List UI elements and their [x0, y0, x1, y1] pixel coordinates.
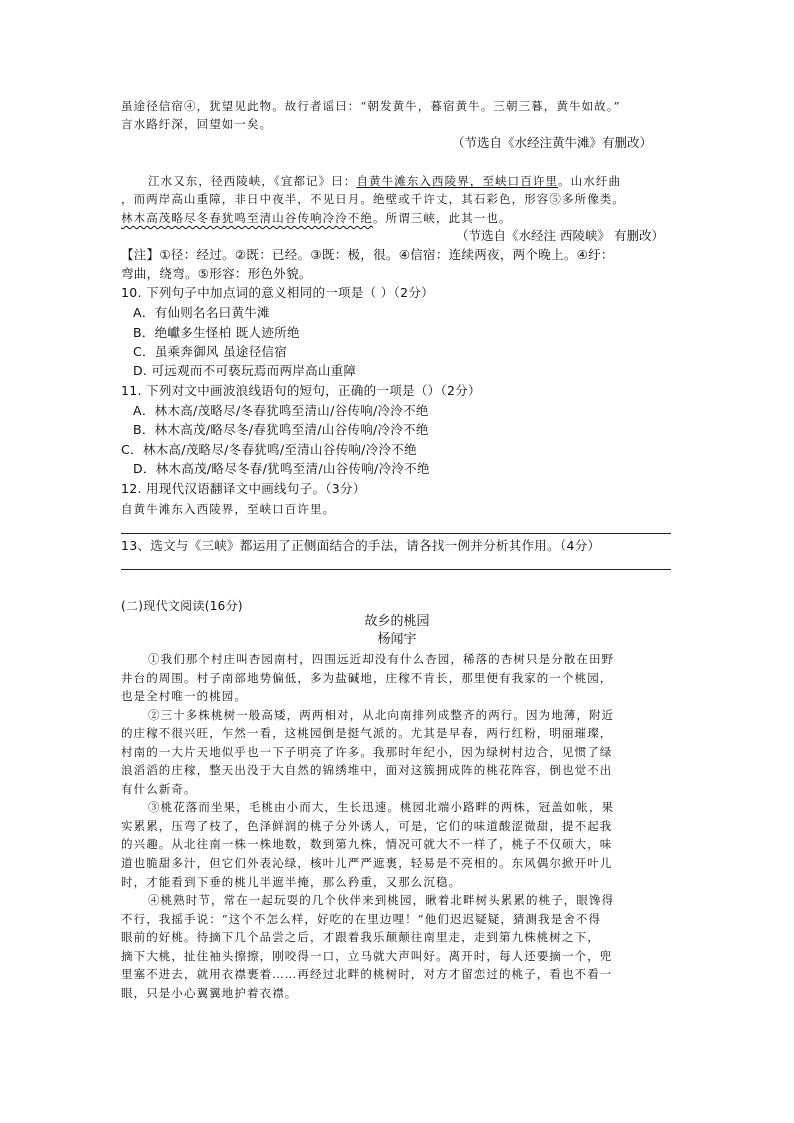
- question-13: 13、选文与《三峡》都运用了正侧面结合的手法，请各找一例并分析其作用。（4分）: [121, 538, 601, 553]
- answer-line: [121, 533, 671, 534]
- paragraph-line: 里塞不进去，就用衣襟裹着……再经过北畔的桃树时，对方才留恋过的桃子，看也不看一: [121, 967, 613, 981]
- classical-text-line: [148, 172, 621, 190]
- answer-line: [121, 569, 671, 570]
- paragraph-line: 也是全村唯一的桃园。: [121, 689, 247, 703]
- paragraph-line: 的庄稼不很兴旺，乍然一看，这桃园倒是挺气派的。尤其是早春，两行红粉，明丽璀璨，: [121, 726, 613, 740]
- paragraph-line: 有什么新奇。: [121, 782, 197, 796]
- question-option: A．林木高/茂略尽/冬春犹鸣至清山/谷传响/冷泠不绝: [133, 403, 429, 418]
- question-option: C．林木高/茂略尽/冬春犹鸣/至清山谷传响/冷泠不绝: [121, 442, 417, 457]
- paragraph-line: 不行，我摇手说：“这个不怎么样，好吃的在里边哩！”他们迟迟疑疑，猜测我是舍不得: [121, 912, 602, 926]
- question-option: C．虽乘奔御风 虽途径信宿: [133, 344, 288, 359]
- underlined-sentence: 自黄牛滩东入西陵界，至峡口百许里: [356, 174, 559, 188]
- paragraph-line: 时，才能看到下垂的桃儿半遮半掩，那么矜重，又那么沉稳。: [121, 875, 462, 889]
- paragraph-line: 道也脆甜多汁，但它们外表沁绿，核叶儿严严遮裹，轻易是不亮相的。东风偶尔掀开叶儿: [121, 856, 613, 870]
- paragraph-line: ②三十多株桃树一般高矮，两两相对，从北向南排列成整齐的两行。因为地薄，附近: [148, 708, 615, 722]
- question-option: D. 可远观而不可亵玩焉而两岸高山重障: [133, 363, 357, 378]
- wavy-underlined-sentence: 林木高茂略尽冬春犹鸣至清山谷传响冷泠不绝: [121, 211, 373, 225]
- source-citation: （节选自《水经注 西陵峡》 有删改）: [456, 228, 664, 243]
- article-title: 故乡的桃园: [364, 614, 430, 629]
- source-citation: （节选自《水经注黄牛滩》有删改）: [452, 135, 653, 150]
- question-option: A．有仙则名名曰黄牛滩: [133, 305, 270, 320]
- classical-text-line: [121, 209, 512, 227]
- paragraph-line: 摘下大桃，扯住袖头擦擦，刚咬得一口，立马就大声叫好。离开时，每人还要摘一个，兜: [121, 949, 613, 963]
- translation-sentence: 自黄牛滩东入西陵界，至峡口百许里。: [121, 502, 336, 516]
- paragraph-line: 井台的周围。村子南部地势偏低，多为盐碱地，庄稼不肯长，那里便有我家的一个桃园，: [121, 671, 613, 685]
- section-header: (二)现代文阅读(16分): [121, 599, 243, 613]
- text-segment: 江水又东，径西陵峡，《宜都记》曰：: [148, 174, 357, 188]
- paragraph-line: 眼前的好桃。待摘下几个品尝之后，才跟着我乐颠颠往南里走，走到第九株桃树之下，: [121, 930, 600, 944]
- question-option: B．林木高茂/略尽冬/春犹鸣至清/山谷传响/冷泠不绝: [133, 422, 429, 437]
- article-author: 杨闻宇: [377, 632, 417, 647]
- classical-text-line: 虽途径信宿④，犹望见此物。故行者谣曰：“朝发黄牛，暮宿黄牛。三朝三暮，黄牛如故。”: [121, 99, 621, 113]
- text-segment: 。山水纡曲: [558, 174, 622, 188]
- question-11: 11. 下列对文中画波浪线语句的短句，正确的一项是（）（2分）: [121, 383, 481, 398]
- paragraph-line: 的兴趣。从北往南一株一株地数，数到第九株，情况可就大不一样了，桃子不仅硕大，味: [121, 837, 613, 851]
- question-12: 12. 用现代汉语翻译文中画线句子。（3分）: [121, 481, 366, 496]
- question-10: 10. 下列句子中加点词的意义相同的一项是（ ）（2分）: [121, 285, 434, 300]
- classical-text-line: ，而两岸高山重障，非日中夜半，不见日月。绝壁或千许丈，其石彩色，形容⑤多所像类。: [121, 192, 625, 206]
- text-segment: 。所谓三峡，此其一也。: [373, 211, 512, 225]
- annotation-note: 弯曲，绕弯。⑤形容：形色外貌。: [121, 266, 312, 281]
- paragraph-line: ④桃熟时节，常在一起玩耍的几个伙伴来到桃园，瞅着北畔树头累累的桃子，眼馋得: [148, 893, 615, 907]
- paragraph-line: 实累累，压弯了枝了，色泽鲜润的桃子分外诱人，可是，它们的味道酸涩微甜，提不起我: [121, 819, 613, 833]
- question-option: D．林木高茂/略尽冬春/犹鸣至清/山谷传响/冷泠不绝: [133, 461, 430, 476]
- paragraph-line: 眼，只是小心翼翼地护着衣襟。: [121, 986, 298, 1000]
- annotation-note: 【注】①径：经过。②既：已经。③既：极，很。④信宿：连续两夜，两个晚上。④纡：: [121, 247, 614, 262]
- paragraph-line: ①我们那个村庄叫杏园南村，四围远近却没有什么杏园，稀落的杏树只是分散在田野: [148, 652, 615, 666]
- paragraph-line: 浪滔滔的庄稼，整天出没于大自然的锦绣堆中，面对这簇拥成阵的桃花阵容，倒也觉不出: [121, 763, 613, 777]
- paragraph-line: 村南的一大片天地似乎也一下子明亮了许多。我那时年纪小，因为绿树村边合，见惯了绿: [121, 745, 613, 759]
- classical-text-line: 言水路纡深，回望如一矣。: [121, 117, 273, 131]
- paragraph-line: ③桃花落而坐果，毛桃由小而大，生长迅速。桃园北端小路畔的两株，冠盖如帐，果: [148, 800, 615, 814]
- question-option: B．绝巘多生怪柏 既人迹所绝: [133, 325, 300, 340]
